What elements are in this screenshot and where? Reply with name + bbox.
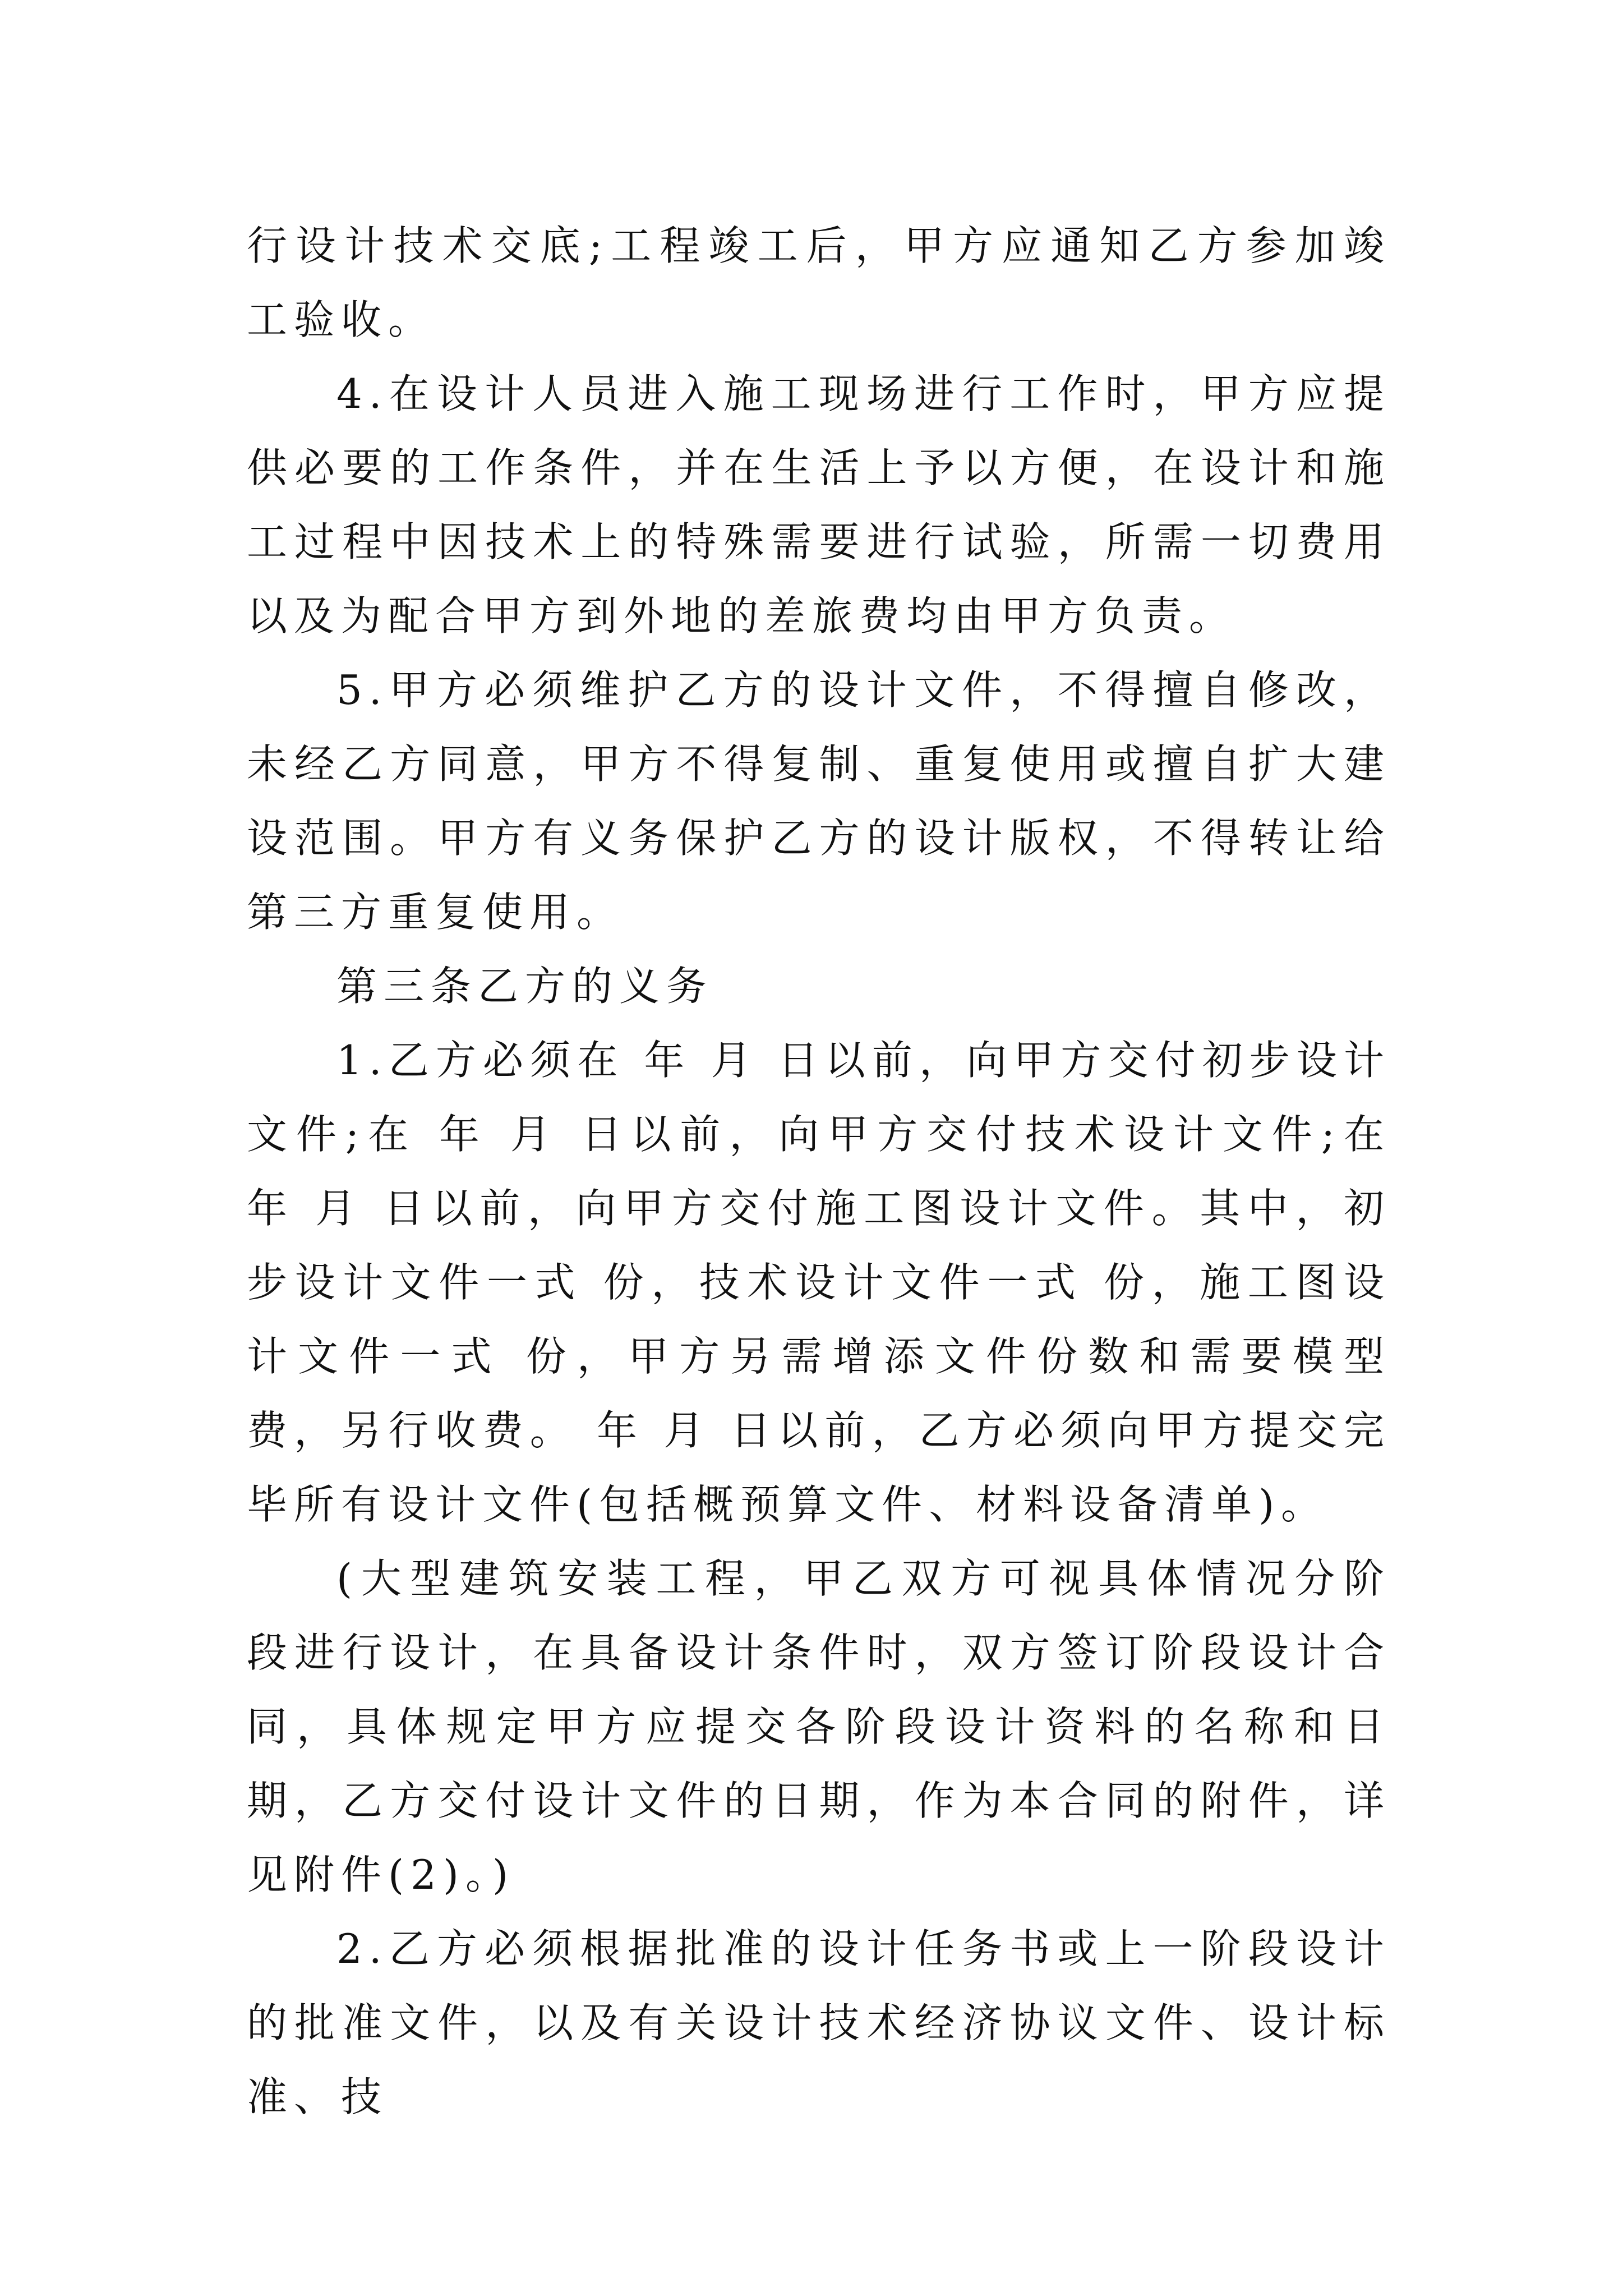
paragraph-clause-2: 2.乙方必须根据批准的设计任务书或上一阶段设计的批准文件，以及有关设计技术经济协议文件、设计标准、技	[247, 1925, 1391, 2120]
paragraph-clause-4: 4.在设计人员进入施工现场进行工作时，甲方应提供必要的工作条件，并在生活上予以方便，在设计和施工过程中因技术上的特殊需要进行试验，所需一切费用以及为配合甲方到外地的差旅费均由甲方负责。	[247, 370, 1391, 639]
paragraph-clause-5: 5.甲方必须维护乙方的设计文件，不得擅自修改，未经乙方同意，甲方不得复制、重复使用或擅自扩大建设范围。甲方有义务保护乙方的设计版权，不得转让给第三方重复使用。	[247, 666, 1391, 936]
paragraph-continuation: 行设计技术交底;工程竣工后，甲方应通知乙方参加竣工验收。	[247, 222, 1391, 343]
document-body	[247, 209, 1391, 2134]
paragraph-parenthetical-note: (大型建筑安装工程，甲乙双方可视具体情况分阶段进行设计，在具备设计条件时，双方签订阶段设计合同，具体规定甲方应提交各阶段设计资料的名称和日期，乙方交付设计文件的日期，作为本合同的附件，详见附件(2)。)	[247, 1555, 1391, 1898]
paragraph-clause-1: 1.乙方必须在 年 月 日以前，向甲方交付初步设计文件;在 年 月 日以前，向甲方交付技术设计文件;在 年 月 日以前，向甲方交付施工图设计文件。其中，初步设计文件一式 份，技术设计文件一式 份，施工图设计文件一式 份，甲方另需增添文件份数和需要模型费，另行收费。 年 月 日以前，乙方必须向甲方提交完毕所有设计文件(包括概预算文件、材料设备清单)。	[247, 1037, 1391, 1528]
section-heading-article-3: 第三条乙方的义务	[336, 963, 714, 1010]
